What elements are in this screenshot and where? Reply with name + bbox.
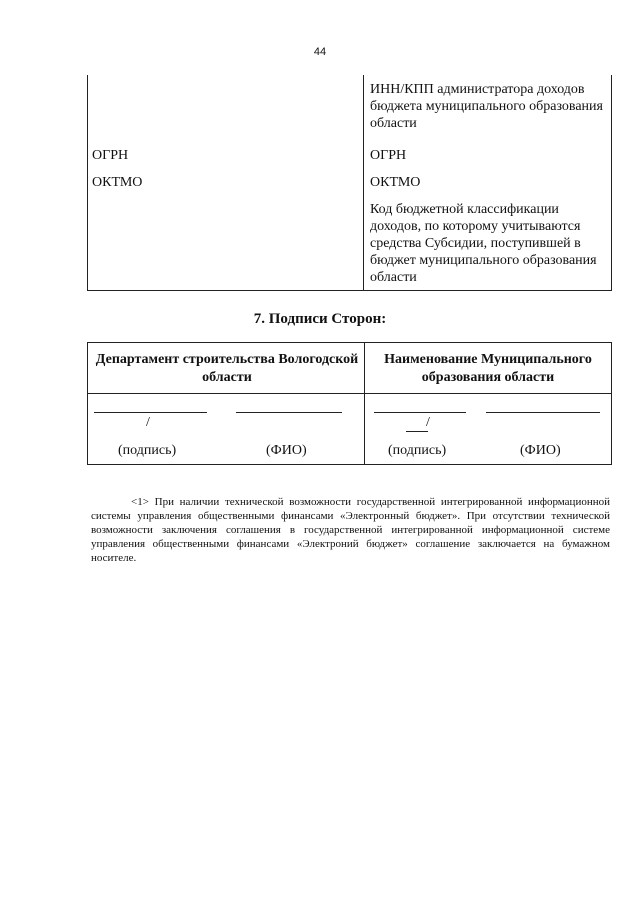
- party-right-name: Наименование Муниципального образования области: [384, 352, 592, 385]
- right-signature-line: [374, 412, 466, 413]
- left-signature-caption: (подпись): [118, 443, 177, 458]
- left-fio-line: [236, 412, 342, 413]
- requisites-table: [87, 75, 612, 291]
- left-oktmo-label: ОКТМО: [92, 175, 143, 190]
- right-kbk-label: Код бюджетной классификации доходов, по которому учитываются средства Субсидии, поступившей в бюджет муниципального образования области: [370, 202, 597, 285]
- signatures-horizontal-divider: [88, 393, 611, 394]
- left-ogrn-label: ОГРН: [92, 148, 129, 163]
- signatures-table: [87, 342, 612, 465]
- left-signature-slash: /: [146, 415, 150, 430]
- column-divider: [363, 75, 364, 290]
- right-signature-slash: /: [426, 415, 430, 430]
- right-inn-kpp-label: ИНН/КПП администратора доходов бюджета муниципального образования области: [370, 82, 603, 131]
- right-fio-caption: (ФИО): [520, 443, 561, 458]
- section-title: 7. Подписи Сторон:: [253, 311, 387, 327]
- party-left-name: Департамент строительства Вологодской области: [95, 352, 359, 385]
- right-signature-short-line: [406, 431, 428, 432]
- right-signature-caption: (подпись): [388, 443, 447, 458]
- left-signature-line: [94, 412, 207, 413]
- right-ogrn-label: ОГРН: [370, 148, 407, 163]
- left-fio-caption: (ФИО): [266, 443, 307, 458]
- signatures-vertical-divider: [364, 343, 365, 464]
- footnote: <1> При наличии технической возможности государственной интегрированной информационной системы управления общественными финансами «Электронный бюджет». При отсутствии технической возможности заключения соглашения в государственной интегрированной информационной системе управления общественными финансами «Электроний бюджет» соглашение заключается на бумажном носителе.: [91, 496, 610, 564]
- right-fio-line: [486, 412, 600, 413]
- right-oktmo-label: ОКТМО: [370, 175, 421, 190]
- page-number: 44: [313, 46, 327, 58]
